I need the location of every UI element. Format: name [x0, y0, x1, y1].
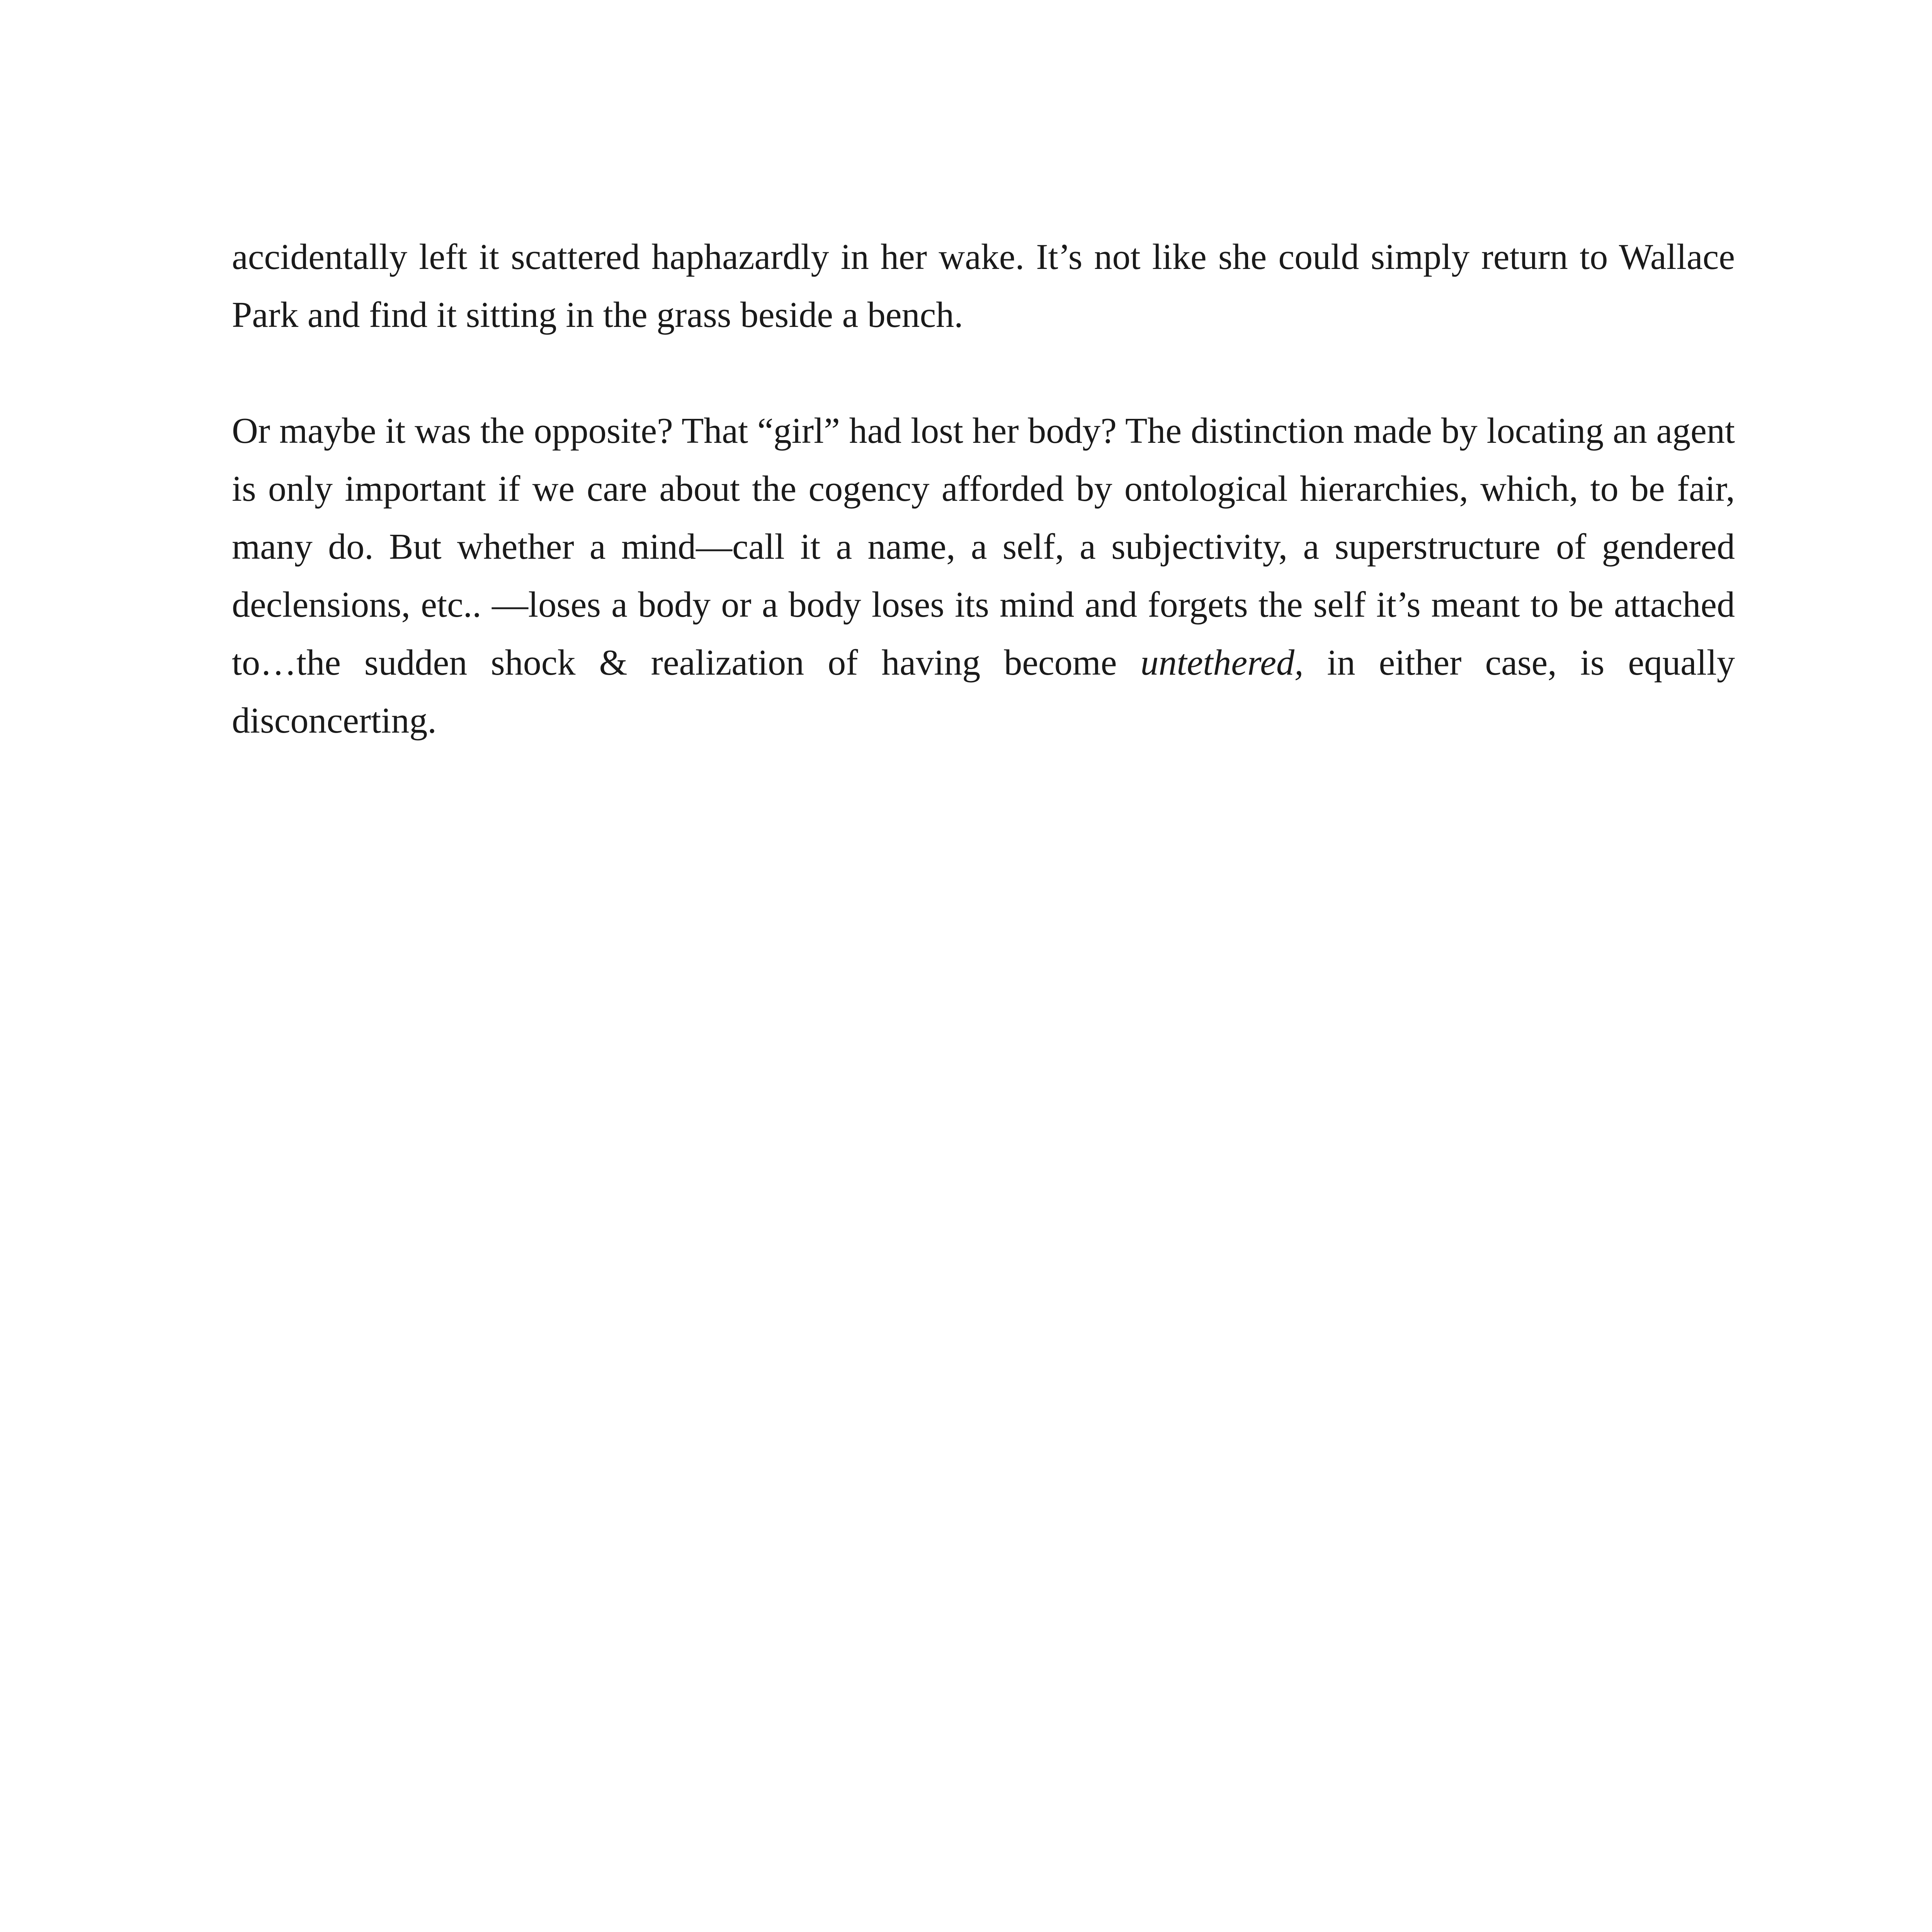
paragraph-1 — [232, 228, 1735, 344]
paragraph-2 — [232, 402, 1735, 750]
paragraph-2-emphasis: untethered, — [1140, 643, 1304, 683]
body-text — [232, 228, 1735, 750]
paragraph-2-text-after: in either case, is equally disconcerting. — [232, 643, 1735, 741]
paragraph-1-text: accidentally left it scattered haphazardly in her wake. It’s not like she could simply return to Wallace Park and find it sitting in the grass beside a bench. — [232, 237, 1735, 335]
paragraph-2-text-before: Or maybe it was the opposite? That “girl” had lost her body? The distinction made by locating an agent is only important if we care about the cogency afforded by ontological hierarchies, which, to be fair, many do. But whether a mind—call it a name, a self, a subjectivity, a superstructure of gendered declensions, etc.. —loses a body or a body loses its mind and forgets the self it’s meant to be attached to…the sudden shock & realization of having become — [232, 411, 1735, 683]
